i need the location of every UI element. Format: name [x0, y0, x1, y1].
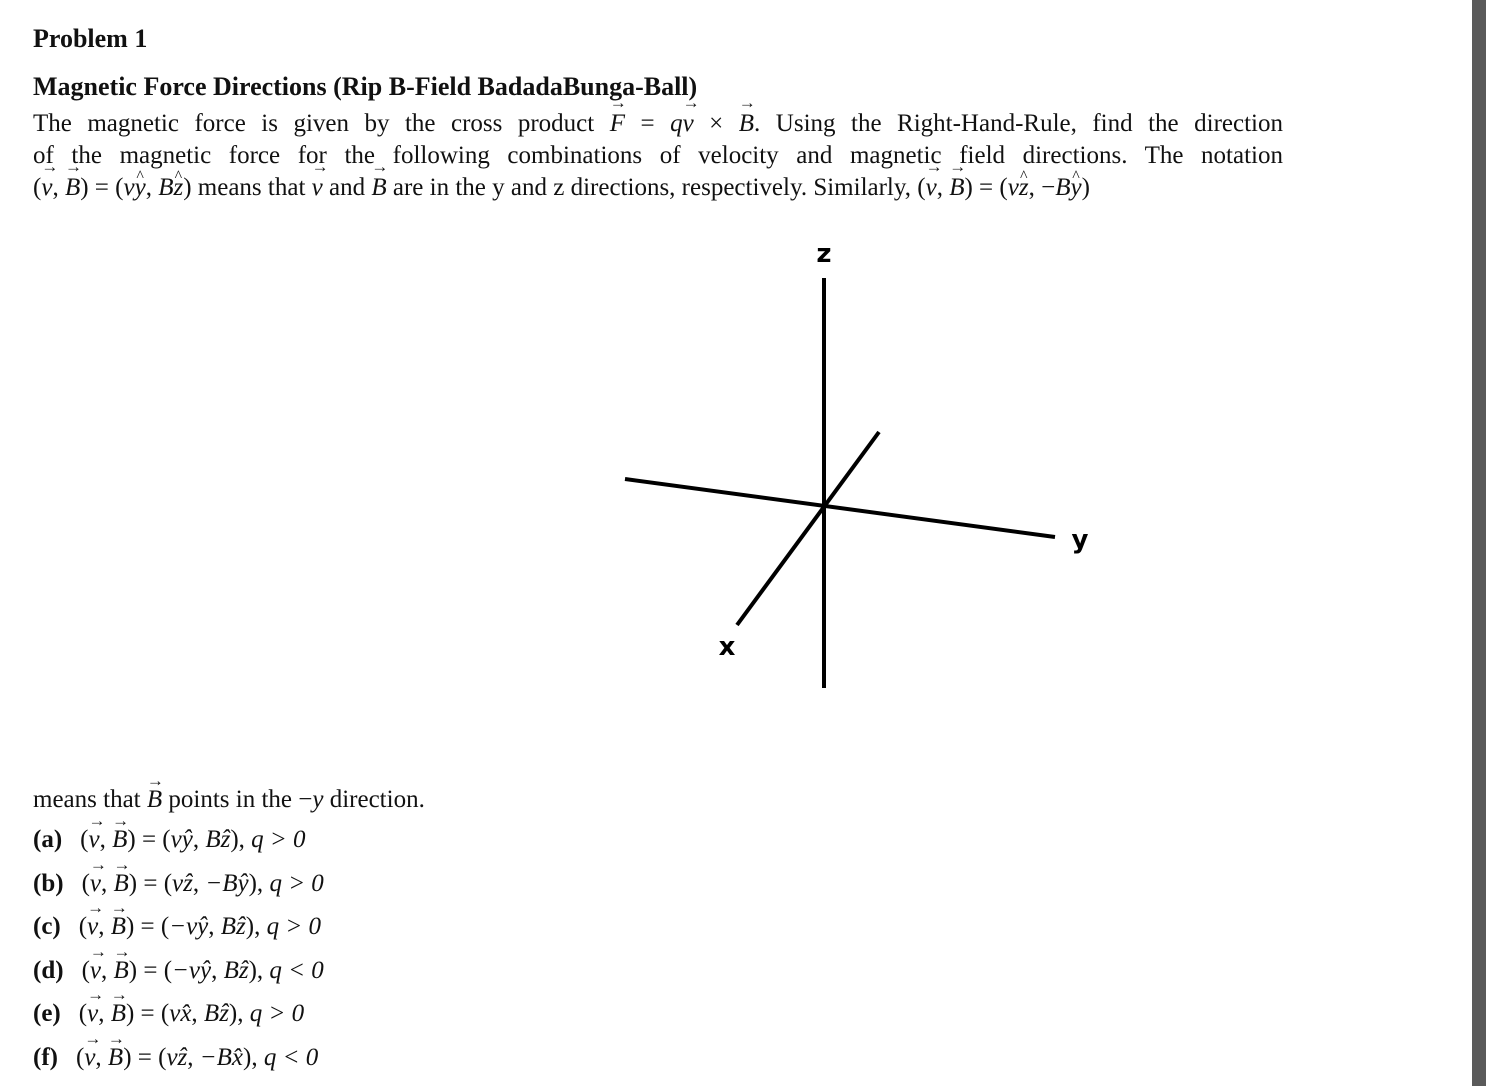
part-a: (a) (v →, B →) = (vŷ, Bẑ), q > 0 — [33, 826, 324, 870]
x-axis — [737, 432, 879, 625]
part-e: (e) (v →, B →) = (vx̂, Bẑ), q > 0 — [33, 1000, 324, 1044]
x-axis-label: x — [719, 632, 736, 662]
section-title: Magnetic Force Directions (Rip B-Field BadadaBunga-Ball) — [33, 72, 697, 102]
z-axis-label: z — [816, 239, 831, 269]
coordinate-axes-diagram — [600, 230, 1100, 700]
continuation-text: means that B → points in the −y direction. — [33, 786, 425, 814]
part-f: (f) (v →, B →) = (vẑ, −Bx̂), q < 0 — [33, 1044, 324, 1087]
part-b: (b) (v →, B →) = (vẑ, −Bŷ), q > 0 — [33, 870, 324, 914]
part-d-expression: (v →, B →) = (−vŷ, Bẑ), q < 0 — [82, 957, 324, 985]
part-e-expression: (v →, B →) = (vx̂, Bẑ), q > 0 — [79, 1000, 304, 1028]
parts-list — [33, 826, 324, 1087]
part-d: (d) (v →, B →) = (−vŷ, Bẑ), q < 0 — [33, 957, 324, 1001]
scrollbar[interactable] — [1472, 0, 1486, 1086]
intro-paragraph — [33, 108, 1283, 204]
part-c-expression: (v →, B →) = (−vŷ, Bẑ), q > 0 — [79, 913, 321, 941]
part-f-expression: (v →, B →) = (vẑ, −Bx̂), q < 0 — [76, 1044, 318, 1072]
intro-line-2: of the magnetic force for the following combinations of velocity and magnetic field directions. The notation — [33, 140, 1283, 172]
intro-line-1: The magnetic force is given by the cross product F → = qv → × B →. Using the Right-Hand-Rule, find the direction — [33, 108, 1283, 140]
y-axis-label: y — [1072, 525, 1089, 555]
problem-title: Problem 1 — [33, 24, 147, 54]
part-a-expression: (v →, B →) = (vŷ, Bẑ), q > 0 — [80, 826, 305, 854]
part-c: (c) (v →, B →) = (−vŷ, Bẑ), q > 0 — [33, 913, 324, 957]
part-b-expression: (v →, B →) = (vẑ, −Bŷ), q > 0 — [82, 870, 324, 898]
intro-line-3: (v →, B →) = (vy ^, Bz ^) means that v → and B → are in the y and z directions, respectively. Similarly, (v →, B →) = (vz ^, −By ^) — [33, 172, 1283, 204]
